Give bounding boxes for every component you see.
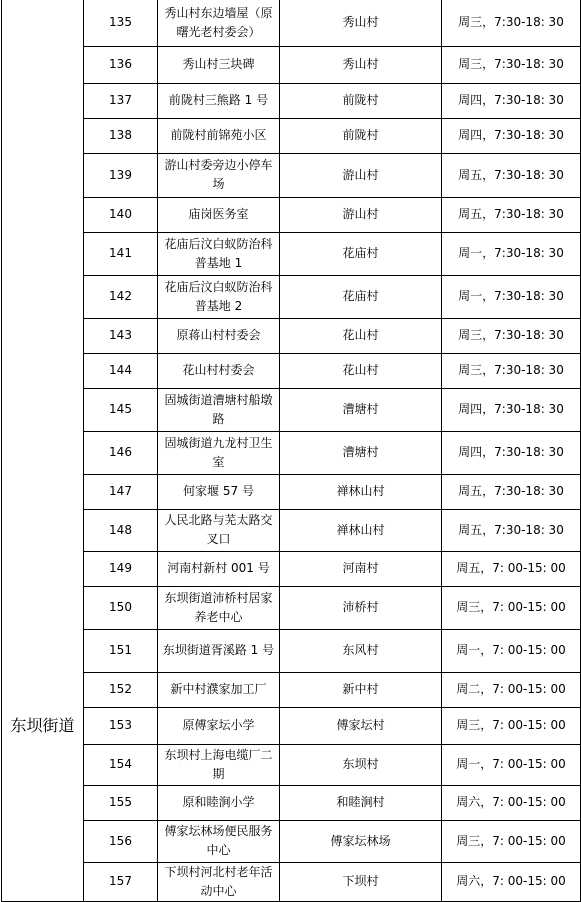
row-number: 138 — [84, 118, 158, 153]
village-cell: 秀山村 — [280, 0, 442, 46]
location-cell: 前陇村三熊路 1 号 — [158, 83, 280, 118]
row-number: 152 — [84, 672, 158, 707]
district-cell — [2, 0, 84, 551]
village-cell: 东风村 — [280, 629, 442, 672]
time-cell: 周四，7:30-18: 30 — [442, 118, 581, 153]
time-cell: 周三，7:30-18: 30 — [442, 46, 581, 83]
time-cell: 周五，7:30-18: 30 — [442, 197, 581, 232]
row-number: 147 — [84, 474, 158, 509]
row-number: 154 — [84, 744, 158, 785]
time-cell: 周一，7:30-18: 30 — [442, 232, 581, 275]
time-cell: 周一，7: 00-15: 00 — [442, 629, 581, 672]
village-cell: 傅家坛村 — [280, 707, 442, 744]
village-cell: 禅林山村 — [280, 509, 442, 551]
location-cell: 庙岗医务室 — [158, 197, 280, 232]
time-cell: 周三，7:30-18: 30 — [442, 318, 581, 353]
village-cell: 花庙村 — [280, 232, 442, 275]
village-cell: 漕塘村 — [280, 431, 442, 474]
schedule-table — [1, 0, 581, 902]
row-number: 143 — [84, 318, 158, 353]
time-cell: 周四，7:30-18: 30 — [442, 431, 581, 474]
location-cell: 东坝街道沛桥村居家养老中心 — [158, 586, 280, 629]
location-cell: 秀山村东边墙屋（原曙光老村委会） — [158, 0, 280, 46]
time-cell: 周三，7: 00-15: 00 — [442, 707, 581, 744]
village-cell: 花山村 — [280, 318, 442, 353]
location-cell: 东坝村上海电缆厂二期 — [158, 744, 280, 785]
time-cell: 周三，7:30-18: 30 — [442, 353, 581, 388]
row-number: 135 — [84, 0, 158, 46]
location-cell: 前陇村前锦苑小区 — [158, 118, 280, 153]
row-number: 151 — [84, 629, 158, 672]
village-cell: 游山村 — [280, 153, 442, 197]
row-number: 140 — [84, 197, 158, 232]
time-cell: 周五，7:30-18: 30 — [442, 509, 581, 551]
row-number: 153 — [84, 707, 158, 744]
time-cell: 周四，7:30-18: 30 — [442, 388, 581, 431]
row-number: 137 — [84, 83, 158, 118]
row-number: 148 — [84, 509, 158, 551]
time-cell: 周六，7: 00-15: 00 — [442, 862, 581, 901]
row-number: 139 — [84, 153, 158, 197]
location-cell: 人民北路与芜太路交叉口 — [158, 509, 280, 551]
time-cell: 周五，7:30-18: 30 — [442, 153, 581, 197]
location-cell: 固城街道漕塘村船墩路 — [158, 388, 280, 431]
location-cell: 下坝村河北村老年活动中心 — [158, 862, 280, 901]
location-cell: 原和睦涧小学 — [158, 785, 280, 820]
time-cell: 周四，7:30-18: 30 — [442, 83, 581, 118]
location-cell: 原蒋山村村委会 — [158, 318, 280, 353]
row-number: 146 — [84, 431, 158, 474]
time-cell: 周五，7: 00-15: 00 — [442, 551, 581, 586]
village-cell: 禅林山村 — [280, 474, 442, 509]
village-cell: 花庙村 — [280, 275, 442, 318]
village-cell: 下坝村 — [280, 862, 442, 901]
time-cell: 周二，7: 00-15: 00 — [442, 672, 581, 707]
time-cell: 周三，7: 00-15: 00 — [442, 820, 581, 862]
village-cell: 秀山村 — [280, 46, 442, 83]
row-number: 155 — [84, 785, 158, 820]
row-number: 144 — [84, 353, 158, 388]
village-cell: 前陇村 — [280, 118, 442, 153]
location-cell: 原傅家坛小学 — [158, 707, 280, 744]
time-cell: 周一，7:30-18: 30 — [442, 275, 581, 318]
location-cell: 何家堰 57 号 — [158, 474, 280, 509]
location-cell: 游山村委旁边小停车场 — [158, 153, 280, 197]
village-cell: 前陇村 — [280, 83, 442, 118]
time-cell: 周一，7: 00-15: 00 — [442, 744, 581, 785]
row-number: 149 — [84, 551, 158, 586]
district-cell: 东坝街道 — [2, 551, 84, 901]
village-cell: 游山村 — [280, 197, 442, 232]
time-cell: 周六，7: 00-15: 00 — [442, 785, 581, 820]
village-cell: 漕塘村 — [280, 388, 442, 431]
village-cell: 沛桥村 — [280, 586, 442, 629]
location-cell: 东坝街道胥溪路 1 号 — [158, 629, 280, 672]
row-number: 141 — [84, 232, 158, 275]
row-number: 136 — [84, 46, 158, 83]
time-cell: 周三，7:30-18: 30 — [442, 0, 581, 46]
time-cell: 周三，7: 00-15: 00 — [442, 586, 581, 629]
village-cell: 和睦涧村 — [280, 785, 442, 820]
location-cell: 固城街道九龙村卫生室 — [158, 431, 280, 474]
location-cell: 河南村新村 001 号 — [158, 551, 280, 586]
village-cell: 河南村 — [280, 551, 442, 586]
location-cell: 新中村濮家加工厂 — [158, 672, 280, 707]
village-cell: 东坝村 — [280, 744, 442, 785]
row-number: 142 — [84, 275, 158, 318]
location-cell: 花山村村委会 — [158, 353, 280, 388]
row-number: 145 — [84, 388, 158, 431]
location-cell: 傅家坛林场便民服务中心 — [158, 820, 280, 862]
location-cell: 花庙后汶白蚁防治科普基地 1 — [158, 232, 280, 275]
village-cell: 花山村 — [280, 353, 442, 388]
location-cell: 秀山村三块碑 — [158, 46, 280, 83]
village-cell: 新中村 — [280, 672, 442, 707]
time-cell: 周五，7:30-18: 30 — [442, 474, 581, 509]
village-cell: 傅家坛林场 — [280, 820, 442, 862]
row-number: 156 — [84, 820, 158, 862]
location-cell: 花庙后汶白蚁防治科普基地 2 — [158, 275, 280, 318]
row-number: 150 — [84, 586, 158, 629]
row-number: 157 — [84, 862, 158, 901]
